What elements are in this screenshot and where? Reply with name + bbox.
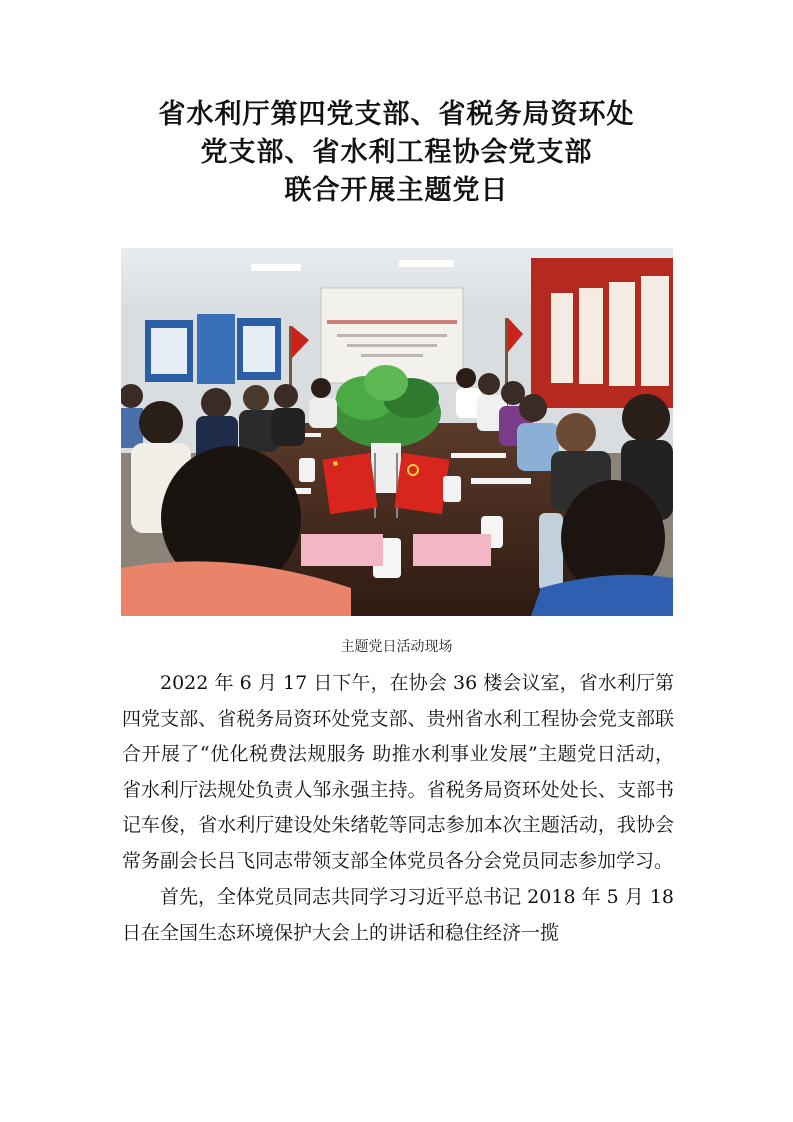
page-title bbox=[0, 96, 793, 210]
article-body bbox=[122, 666, 674, 951]
paragraph: 2022 年 6 月 17 日下午，在协会 36 楼会议室，省水利厅第四党支部、省税务局资环处党支部、贵州省水利工程协会党支部联合开展了“优化税费法规服务 助推水利事业发展”主题党日活动，省水利厅法规处负责人邹永强主持。省税务局资环处处长、支部书记车俊，省水利厅建设处朱绪乾等同志参加本次主题活动，我协会常务副会长吕飞同志带领支部全体党员各分会党员同志参加学习。 bbox=[122, 672, 674, 872]
paragraph: 首先，全体党员同志共同学习习近平总书记 2018 年 5 月 18 日在全国生态环境保护大会上的讲话和稳住经济一揽 bbox=[122, 886, 674, 944]
photo-caption: 主题党日活动现场 bbox=[340, 639, 453, 655]
title-line-1: 省水利厅第四党支部、省税务局资环处 bbox=[158, 99, 635, 130]
meeting-photo bbox=[121, 248, 673, 616]
title-line-2: 党支部、省水利工程协会党支部 bbox=[200, 137, 593, 168]
title-line-3: 联合开展主题党日 bbox=[284, 175, 509, 206]
